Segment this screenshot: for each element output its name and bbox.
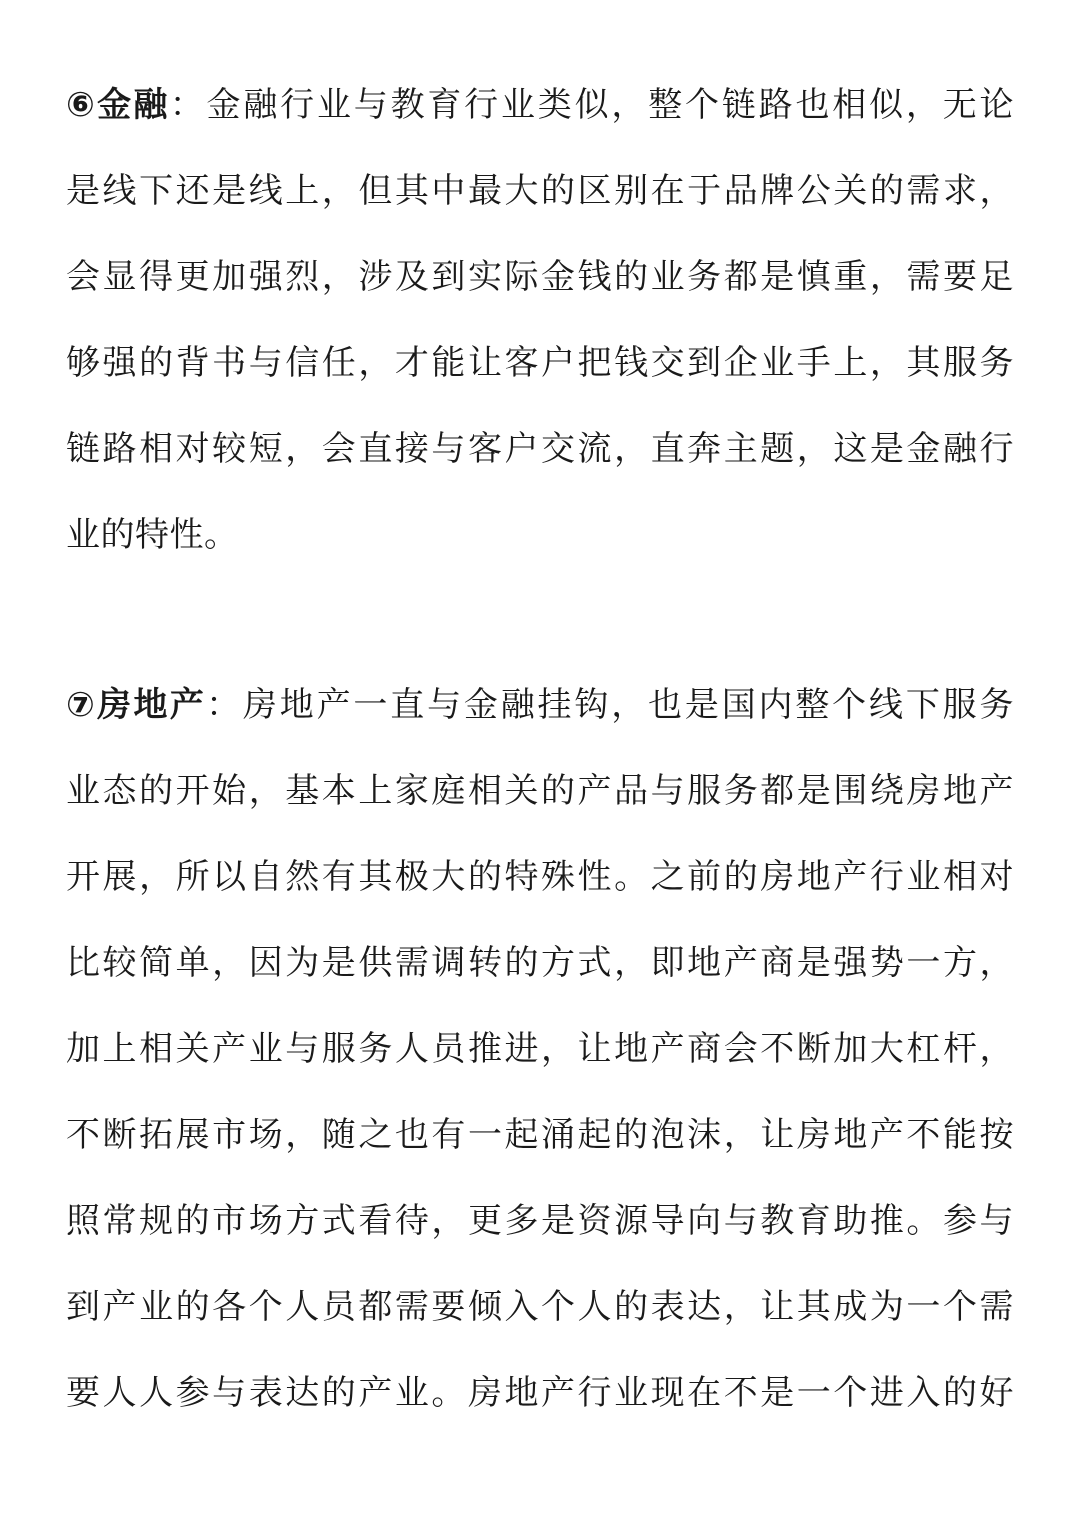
document-page <box>66 62 1014 1436</box>
paragraph-line: 加上相关产业与服务人员推进，让地产商会不断加大杠杆， <box>66 1029 1014 1069</box>
paragraph-line: 链路相对较短，会直接与客户交流，直奔主题，这是金融行 <box>66 429 1014 469</box>
paragraph-line <box>66 62 1014 148</box>
paragraph-line <box>66 662 1014 748</box>
paragraph-line: 业的特性。 <box>66 515 239 555</box>
paragraph-finance <box>66 62 1014 578</box>
paragraph-line: 比较简单，因为是供需调转的方式，即地产商是强势一方， <box>66 943 1014 983</box>
paragraph-line: 不断拓展市场，随之也有一起涌起的泡沫，让房地产不能按 <box>66 1115 1014 1155</box>
paragraph-spacer <box>66 578 1014 662</box>
paragraph-text: ：金融行业与教育行业类似，整个链路也相似，无论 <box>169 85 1014 125</box>
section-heading-finance: ⑥金融 <box>66 85 170 125</box>
paragraph-line: 是线下还是线上，但其中最大的区别在于品牌公关的需求， <box>66 171 1014 211</box>
paragraph-line: 到产业的各个人员都需要倾入个人的表达，让其成为一个需 <box>66 1287 1014 1327</box>
paragraph-line: 开展，所以自然有其极大的特殊性。之前的房地产行业相对 <box>66 857 1014 897</box>
paragraph-line: 照常规的市场方式看待，更多是资源导向与教育助推。参与 <box>66 1201 1014 1241</box>
paragraph-line: 要人人参与表达的产业。房地产行业现在不是一个进入的好 <box>66 1373 1014 1413</box>
paragraph-text: ：房地产一直与金融挂钩，也是国内整个线下服务 <box>206 685 1014 725</box>
paragraph-line: 业态的开始，基本上家庭相关的产品与服务都是围绕房地产 <box>66 771 1014 811</box>
paragraph-line: 会显得更加强烈，涉及到实际金钱的业务都是慎重，需要足 <box>66 257 1014 297</box>
paragraph-line: 够强的背书与信任，才能让客户把钱交到企业手上，其服务 <box>66 343 1014 383</box>
paragraph-real-estate <box>66 662 1014 1436</box>
section-heading-real-estate: ⑦房地产 <box>66 685 207 725</box>
